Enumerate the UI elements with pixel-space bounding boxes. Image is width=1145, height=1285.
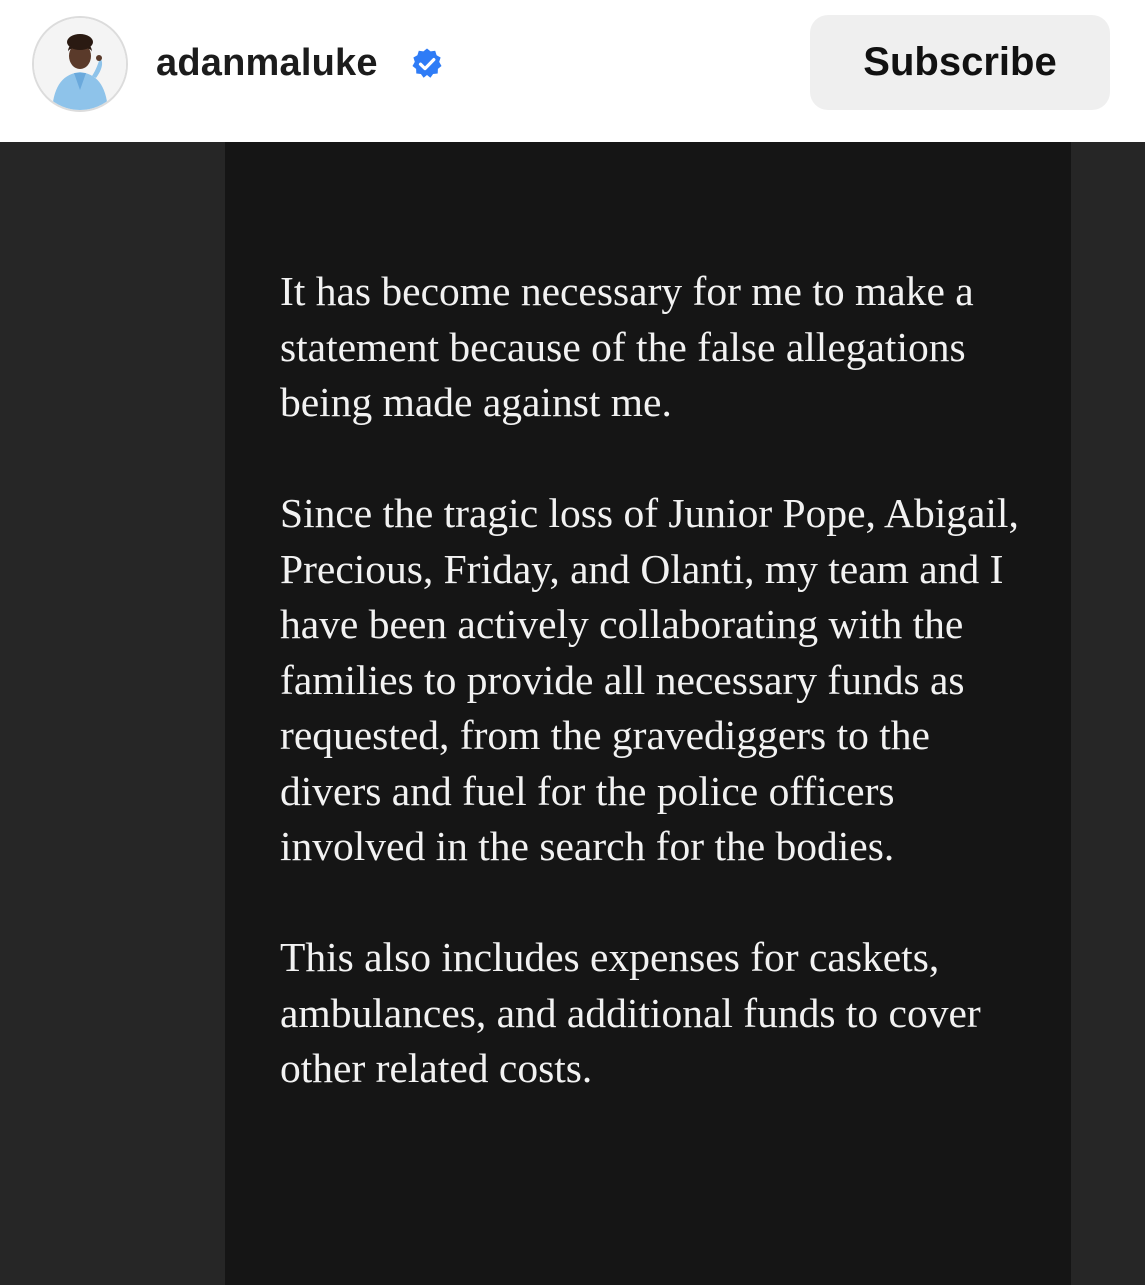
username[interactable]: adanmaluke <box>156 42 378 84</box>
statement-paragraph: It has become necessary for me to make a statement because of the false allegations being made against me. <box>280 268 974 425</box>
post-header <box>0 0 1145 142</box>
story-statement-text <box>280 264 1040 1152</box>
story-screenshot <box>225 142 1071 1285</box>
statement-paragraph: Since the tragic loss of Junior Pope, Abigail, Precious, Friday, and Olanti, my team and I have been actively collaborating with the families to provide all necessary funds as requested, from the gravediggers to the divers and fuel for the police officers involved in the search for the bodies. <box>280 490 1019 869</box>
verified-badge-icon <box>410 47 444 81</box>
profile-avatar[interactable] <box>32 16 128 112</box>
subscribe-button[interactable]: Subscribe <box>810 15 1110 110</box>
avatar-photo-icon <box>34 18 126 110</box>
statement-paragraph: This also includes expenses for caskets, ambulances, and additional funds to cover other related costs. <box>280 934 981 1091</box>
post-media[interactable] <box>0 142 1145 1285</box>
